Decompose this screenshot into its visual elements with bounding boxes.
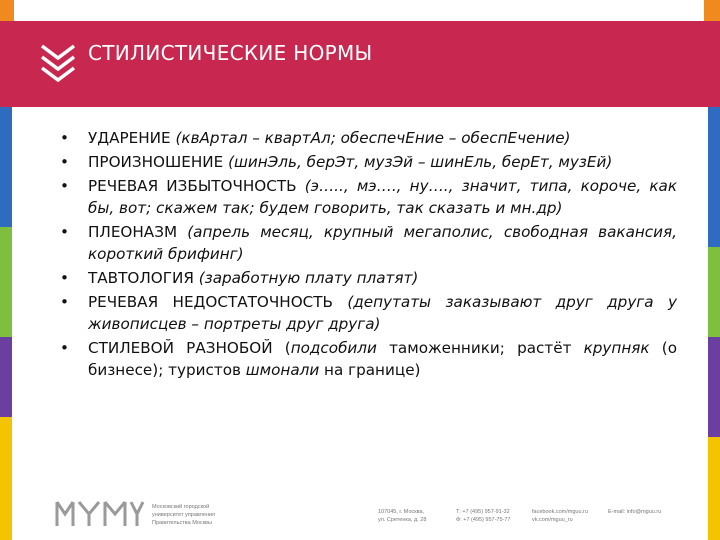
stripe-top-right-orange — [704, 0, 720, 21]
list-item — [60, 291, 677, 335]
stripe-right-green — [708, 247, 720, 337]
item-body: (депутаты заказывают друг друга у живописцев – портреты друг друга) — [88, 293, 677, 333]
item-head: УДАРЕНИЕ — [88, 129, 171, 147]
item-body-part: подсобили — [290, 339, 377, 357]
list-item — [60, 267, 677, 289]
item-body: (э….., мэ…., ну…., значит, типа, короче, как бы, вот; скажем так; будем говорить, так сказать и мн.др) — [88, 177, 677, 217]
footer-address — [378, 508, 426, 524]
list-item — [60, 175, 677, 219]
footer-org-line: университет управления — [152, 512, 216, 518]
stripe-left-blue — [0, 107, 12, 227]
footer-address-line: 107045, г. Москва, — [378, 509, 425, 515]
bullet-icon: • — [60, 339, 69, 357]
footer-org — [152, 503, 215, 527]
university-logo — [55, 500, 145, 528]
item-head: ПРОИЗНОШЕНИЕ — [88, 153, 224, 171]
item-body-part: ( — [284, 339, 291, 357]
item-body-part: шмонали — [245, 361, 320, 379]
bullet-icon: • — [60, 293, 69, 311]
stripe-left-green — [0, 227, 12, 337]
item-body-part: таможенники; растёт — [376, 339, 584, 357]
item-head: ТАВТОЛОГИЯ — [88, 269, 194, 287]
bullet-icon: • — [60, 177, 69, 195]
footer-web — [532, 508, 588, 524]
chevron-down-icon — [38, 42, 78, 82]
item-body: (заработную плату платят) — [198, 269, 419, 287]
footer-web-line[interactable]: vk.com/mguu_ru — [532, 517, 573, 523]
item-head: СТИЛЕВОЙ РАЗНОБОЙ — [88, 339, 273, 357]
item-body-part: (о бизнесе); туристов — [88, 339, 677, 379]
item-body: (квАртал – квартАл; обеспечЕние – обеспЕчение) — [175, 129, 571, 147]
list-item — [60, 127, 677, 149]
footer-email[interactable]: E-mail: info@mguu.ru — [608, 509, 662, 515]
footer — [0, 492, 720, 540]
stripe-right-purple — [708, 337, 720, 437]
stripe-top-left-orange — [0, 0, 14, 21]
item-head: РЕЧЕВАЯ НЕДОСТАТОЧНОСТЬ — [88, 293, 333, 311]
item-body-part: на границе) — [319, 361, 421, 379]
slide-title: СТИЛИСТИЧЕСКИЕ НОРМЫ — [88, 41, 373, 65]
item-body: (апрель месяц, крупный мегаполис, свободная вакансия, короткий брифинг) — [88, 223, 677, 263]
bullet-icon: • — [60, 129, 69, 147]
bullet-icon: • — [60, 269, 69, 287]
stripe-left-purple — [0, 337, 12, 417]
footer-web-line[interactable]: facebook.com/mguu.ru — [532, 509, 588, 515]
list-item — [60, 337, 677, 381]
item-body-part: крупняк — [583, 339, 650, 357]
stripe-right-blue — [708, 107, 720, 247]
footer-org-line: Московский городской — [152, 504, 210, 510]
list-item — [60, 151, 677, 173]
footer-phone-line: Ф: +7 (495) 957-75-77 — [456, 517, 511, 523]
content-list — [60, 127, 677, 383]
bullet-icon: • — [60, 153, 69, 171]
item-head: ПЛЕОНАЗМ — [88, 223, 178, 241]
item-head: РЕЧЕВАЯ ИЗБЫТОЧНОСТЬ — [88, 177, 297, 195]
footer-address-line: ул. Сретенка, д. 28 — [378, 517, 427, 523]
list-item — [60, 221, 677, 265]
bullet-icon: • — [60, 223, 69, 241]
footer-phone-line: Т: +7 (495) 957-91-32 — [456, 509, 510, 515]
footer-org-line: Правительства Москвы — [152, 520, 212, 526]
item-body: (шинЭль, берЭт, музЭй – шинЕль, берЕт, музЕй) — [228, 153, 613, 171]
footer-phones — [456, 508, 510, 524]
